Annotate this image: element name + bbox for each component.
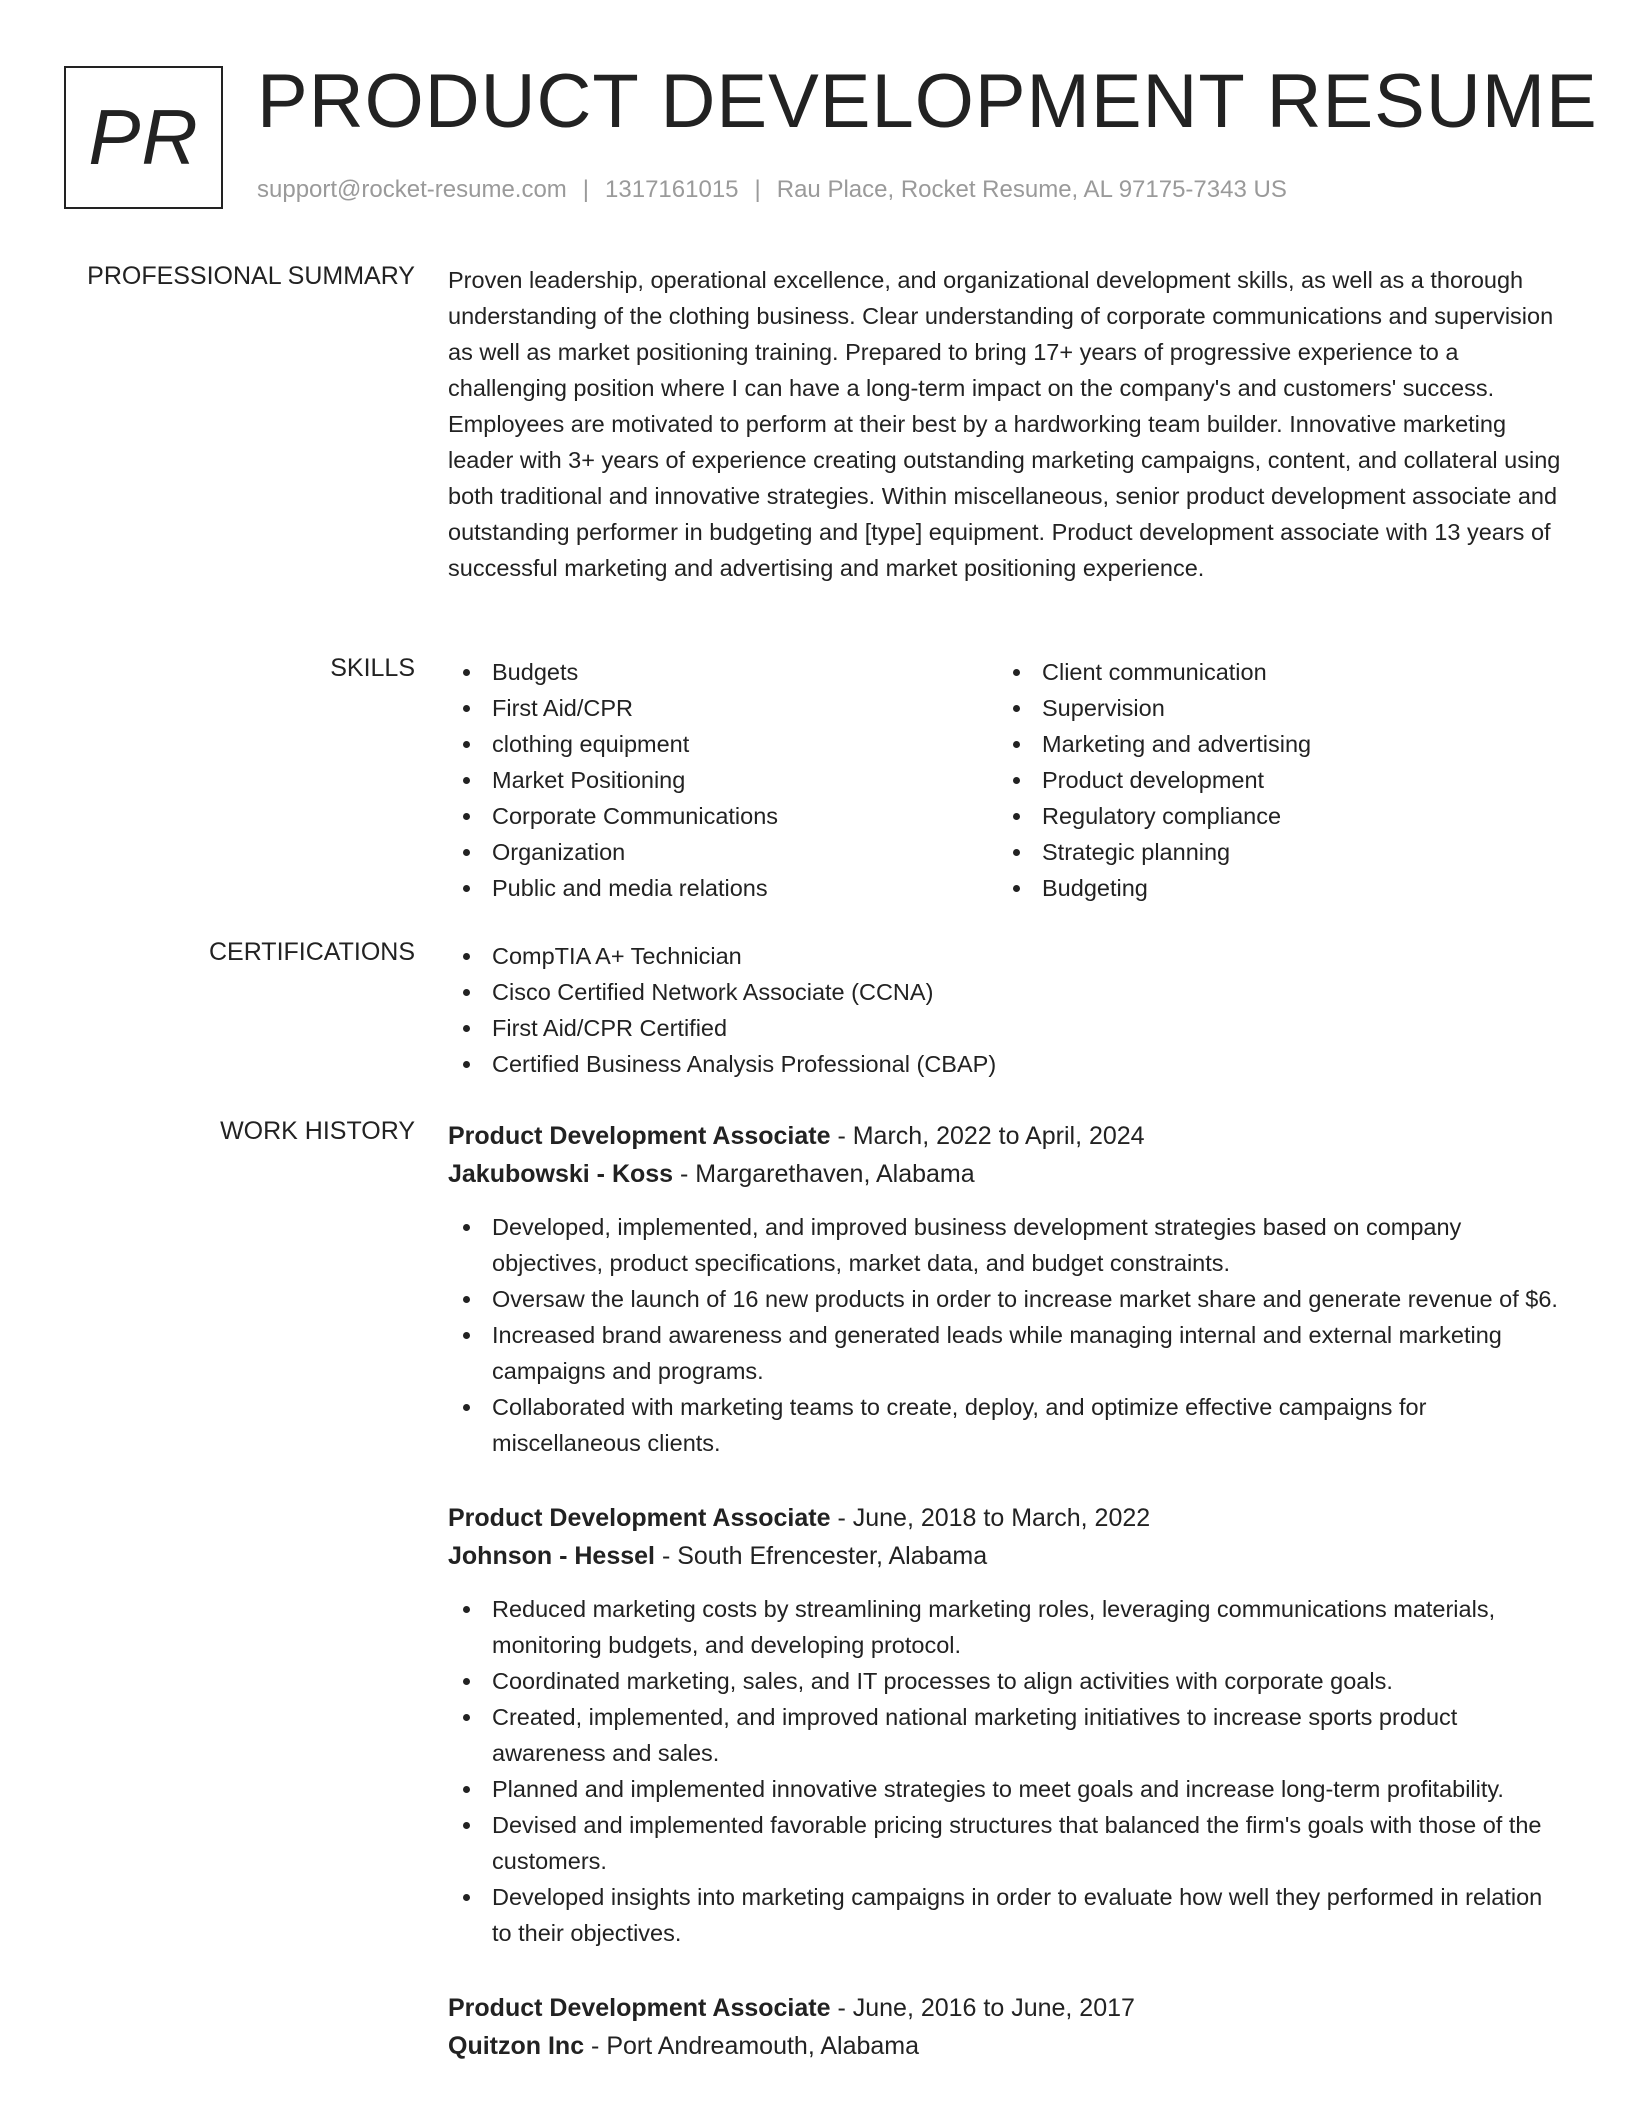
job-location: - Margarethaven, Alabama (673, 1160, 975, 1188)
job-bullet: Reduced marketing costs by streamlining marketing roles, leveraging communications materials, monitoring budgets, and developing protocol. (448, 1591, 1568, 1663)
contact-email[interactable]: support@rocket-resume.com (257, 176, 567, 203)
skill-item: Product development (998, 762, 1548, 798)
job-title: Product Development Associate (448, 1504, 831, 1532)
job-title: Product Development Associate (448, 1122, 831, 1150)
job-bullet: Collaborated with marketing teams to create, deploy, and optimize effective campaigns for miscellaneous clients. (448, 1389, 1568, 1461)
job-title-line (448, 1117, 1568, 1155)
certifications-label: CERTIFICATIONS (208, 938, 415, 966)
resume-header (64, 59, 1598, 210)
job-bullet: Increased brand awareness and generated leads while managing internal and external marketing campaigns and programs. (448, 1317, 1568, 1389)
job-entry (448, 1499, 1568, 1951)
resume-title: PRODUCT DEVELOPMENT RESUME (257, 59, 1598, 144)
job-dates: - June, 2018 to March, 2022 (830, 1504, 1151, 1532)
skill-item: Public and media relations (448, 870, 998, 906)
skills-list-right (998, 654, 1548, 906)
job-entry (448, 1989, 1568, 2065)
skill-item: Corporate Communications (448, 798, 998, 834)
job-company: Jakubowski - Koss (448, 1160, 674, 1188)
skills-list-left (448, 654, 998, 906)
work-history-body (448, 1117, 1568, 2103)
job-company: Johnson - Hessel (448, 1542, 655, 1570)
monogram-box (64, 66, 223, 209)
contact-line (257, 176, 1287, 204)
job-company-line (448, 1155, 1568, 1193)
skill-item: Marketing and advertising (998, 726, 1548, 762)
summary-text: Proven leadership, operational excellence, and organizational development skills, as well as a thorough understanding of the clothing business. Clear understanding of corporate communications and supervision as well as market positioning training. Prepared to bring 17+ years of progressive experience to a challenging position where I can have a long-term impact on the company's and customers' success. Employees are motivated to perform at their best by a hardworking team builder. Innovative marketing leader with 3+ years of experience creating outstanding marketing campaigns, content, and collateral using both traditional and innovative strategies. Within miscellaneous, senior product development associate and outstanding performer in budgeting and [type] equipment. Product development associate with 13 years of successful marketing and advertising and market positioning experience. (448, 267, 1561, 581)
job-entry (448, 1117, 1568, 1461)
job-company-line (448, 2027, 1568, 2065)
job-company: Quitzon Inc (448, 2032, 585, 2060)
job-bullets (448, 1209, 1568, 1461)
skills-label: SKILLS (330, 654, 415, 682)
contact-separator: | (754, 176, 761, 203)
summary-body (448, 262, 1568, 586)
certification-item: First Aid/CPR Certified (448, 1010, 1568, 1046)
work-history-label: WORK HISTORY (220, 1117, 415, 1145)
job-company-line (448, 1537, 1568, 1575)
job-bullet: Devised and implemented favorable pricing structures that balanced the firm's goals with those of the customers. (448, 1807, 1568, 1879)
contact-phone[interactable]: 1317161015 (605, 176, 739, 203)
certification-item: CompTIA A+ Technician (448, 938, 1568, 974)
job-location: - South Efrencester, Alabama (655, 1542, 988, 1570)
skill-item: Supervision (998, 690, 1548, 726)
job-title-line (448, 1989, 1568, 2027)
job-title-line (448, 1499, 1568, 1537)
skills-body (448, 654, 1568, 906)
monogram-initials: PR (88, 93, 199, 181)
job-bullet: Coordinated marketing, sales, and IT processes to align activities with corporate goals. (448, 1663, 1568, 1699)
certifications-list (448, 938, 1568, 1082)
skill-item: Market Positioning (448, 762, 998, 798)
job-location: - Port Andreamouth, Alabama (584, 2032, 920, 2060)
job-bullets (448, 1591, 1568, 1951)
job-dates: - March, 2022 to April, 2024 (830, 1122, 1145, 1150)
job-title: Product Development Associate (448, 1994, 831, 2022)
summary-label: PROFESSIONAL SUMMARY (87, 262, 415, 290)
skill-item: clothing equipment (448, 726, 998, 762)
skill-item: Regulatory compliance (998, 798, 1548, 834)
skill-item: Organization (448, 834, 998, 870)
job-bullet: Oversaw the launch of 16 new products in order to increase market share and generate revenue of $6. (448, 1281, 1568, 1317)
skill-item: Budgeting (998, 870, 1548, 906)
certification-item: Cisco Certified Network Associate (CCNA) (448, 974, 1568, 1010)
job-bullet: Planned and implemented innovative strategies to meet goals and increase long-term profitability. (448, 1771, 1568, 1807)
job-bullet: Created, implemented, and improved national marketing initiatives to increase sports product awareness and sales. (448, 1699, 1568, 1771)
skill-item: Strategic planning (998, 834, 1548, 870)
job-bullet: Developed, implemented, and improved business development strategies based on company objectives, product specifications, market data, and budget constraints. (448, 1209, 1568, 1281)
certifications-body (448, 938, 1568, 1082)
job-dates: - June, 2016 to June, 2017 (830, 1994, 1135, 2022)
job-bullet: Developed insights into marketing campaigns in order to evaluate how well they performed in relation to their objectives. (448, 1879, 1568, 1951)
certification-item: Certified Business Analysis Professional (CBAP) (448, 1046, 1568, 1082)
contact-address: Rau Place, Rocket Resume, AL 97175-7343 US (776, 176, 1287, 203)
skill-item: Budgets (448, 654, 998, 690)
contact-separator: | (582, 176, 590, 203)
skill-item: Client communication (998, 654, 1548, 690)
skill-item: First Aid/CPR (448, 690, 998, 726)
